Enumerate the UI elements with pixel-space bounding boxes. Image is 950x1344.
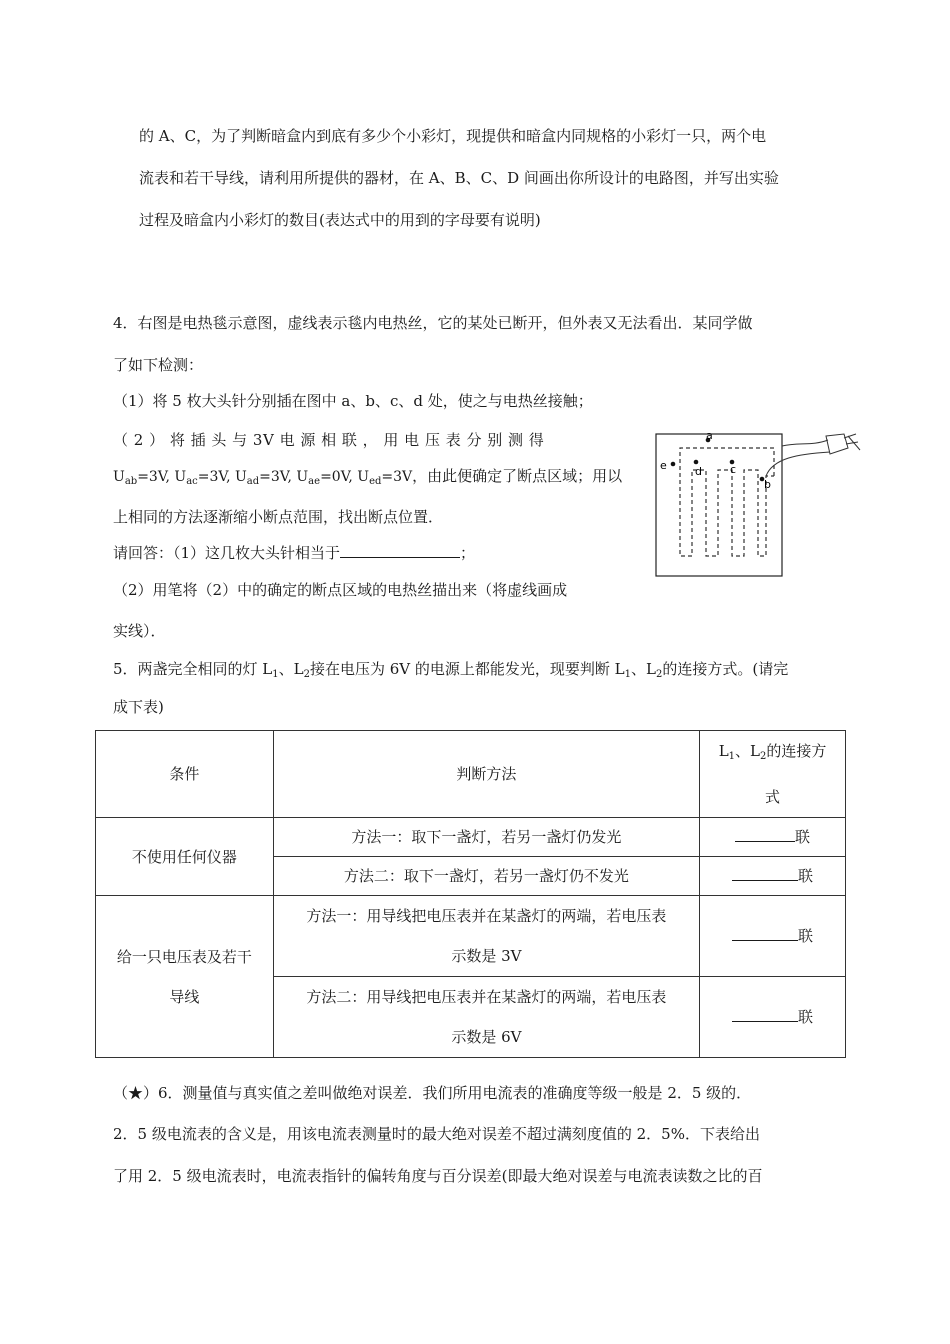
group1-method-2: 方法二：取下一盏灯，若另一盏灯仍不发光 [273,857,699,896]
answer-cell[interactable]: 联 [700,977,846,1058]
q6-line-1: （★）6．测量值与真实值之差叫做绝对误差．我们所用电流表的准确度等级一般是 2．5 级的． [113,1084,752,1102]
table-row [96,818,846,857]
group1-condition: 不使用任何仪器 [96,818,274,896]
answer-cell[interactable]: 联 [700,857,846,896]
q6-line-2: 2．5 级电流表的含义是，用该电流表测量时的最大绝对误差不超过满刻度值的 2．5%．下表给出 [113,1125,760,1143]
group2-method-2: 方法二：用导线把电压表并在某盏灯的两端，若电压表 示数是 6V [273,977,699,1058]
group1-method-1: 方法一：取下一盏灯，若另一盏灯仍发光 [273,818,699,857]
q4-question-2b: 实线）． [113,622,166,640]
q3-line-3: 过程及暗盒内小彩灯的数目(表达式中的用到的字母要有说明) [139,211,541,229]
header-condition: 条件 [96,731,274,818]
q3-line-2: 流表和若干导线，请利用所提供的器材，在 A、B、C、D 间画出你所设计的电路图，并写出实验 [139,169,779,187]
answer-cell[interactable]: 联 [700,818,846,857]
pin-d-marker [694,460,699,465]
q3-line-1: 的 A、C，为了判断暗盒内到底有多少个小彩灯，现提供和暗盒内同规格的小彩灯一只，两个电 [139,127,767,145]
pin-d-label: d [695,465,702,478]
connection-judgement-table [95,730,846,1058]
answer-blank[interactable] [732,865,798,881]
pin-b-label: b [764,478,771,491]
group2-condition: 给一只电压表及若干 导线 [96,896,274,1058]
table-header-row [96,731,846,818]
q4-step-1: （1）将 5 枚大头针分别插在图中 a、b、c、d 处，使之与电热丝接触； [113,392,593,410]
pin-a-label: a [706,429,713,442]
answer-blank[interactable] [340,543,460,558]
answer-blank[interactable] [735,826,795,842]
q5-line-1: 5．两盏完全相同的灯 $L_1$、$L_2$接在电压为 6V 的电源上都能发光，现要判断 $L_1$、$L_2$的连接方式。(请完 [113,660,789,680]
q4-measurements: $U_{ab}=3V$, $U_{ac}=3V$, $U_{ad}=3V$, $U_{ae}=0V$, $U_{ed}=3V$，由此便确定了断点区域；用以 [113,467,623,487]
pin-e-marker [671,462,676,467]
answer-blank[interactable] [732,925,798,941]
group2-method-1: 方法一：用导线把电压表并在某盏灯的两端，若电压表 示数是 3V [273,896,699,977]
q4-line-2: 了如下检测： [113,356,204,374]
q4-line-5: 上相同的方法逐渐缩小断点范围，找出断点位置． [113,508,444,526]
answer-cell[interactable]: 联 [700,896,846,977]
answer-blank[interactable] [732,1006,798,1022]
q4-step-2: （ 2 ） 将 插 头 与 3V 电 源 相 联 ， 用 电 压 表 分 别 测 得 [113,431,545,449]
q5-line-2: 成下表) [113,698,164,716]
q4-question-2: （2）用笔将（2）中的确定的断点区域的电热丝描出来（将虚线画成 [113,581,568,599]
electric-blanket-figure [648,426,888,586]
pin-c-label: c [730,463,737,476]
pin-e-label: e [660,459,667,472]
q4-question-1: 请回答：（1）这几枚大头针相当于 ； [113,544,476,562]
header-method: 判断方法 [273,731,699,818]
q6-line-3: 了用 2．5 级电流表时，电流表指针的偏转角度与百分误差(即最大绝对误差与电流表读数之比的百 [113,1167,763,1185]
q4-line-1: 4．右图是电热毯示意图，虚线表示毯内电热丝，它的某处已断开，但外表又无法看出．某同学做 [113,314,753,332]
table-row [96,896,846,977]
header-connection-mode: $L_1$、$L_2$的连接方 式 [700,731,846,818]
